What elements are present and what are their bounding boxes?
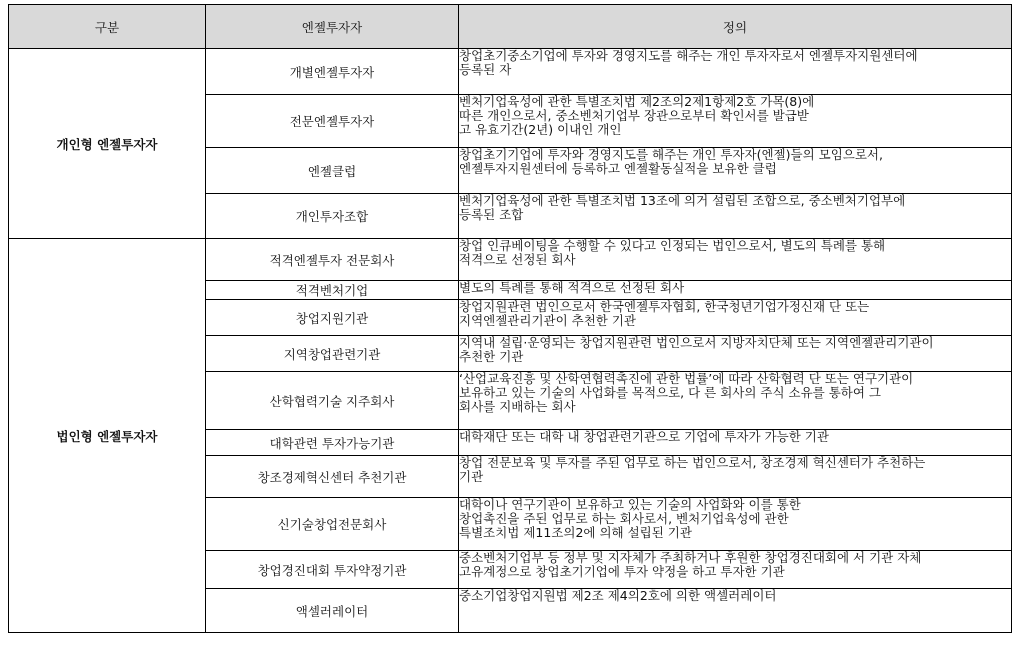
investor-type-name: 개별엔젤투자자	[206, 49, 459, 95]
definition-line: 중소기업창업지원법 제2조 제4의2호에 의한 액셀러레이터	[459, 588, 777, 603]
header-definition: 정의	[459, 5, 1012, 49]
definition-line: 벤처기업육성에 관한 특별조치법 제2조의2제1항제2호 가목(8)에	[459, 94, 815, 109]
investor-type-name: 산학협력기술 지주회사	[206, 372, 459, 430]
definition-line: 대학이나 연구기관이 보유하고 있는 기술의 사업화와 이를 통한	[459, 497, 801, 512]
investor-definition	[459, 239, 1012, 281]
definition-line: 창업 전문보육 및 투자를 주된 업무로 하는 법인으로서, 창조경제 혁신센터가 추천하는	[459, 455, 926, 470]
group-label: 법인형 엔젤투자자	[9, 239, 206, 633]
angel-investor-table	[8, 4, 1012, 633]
investor-type-name: 대학관련 투자가능기관	[206, 430, 459, 456]
investor-type-name: 창업지원기관	[206, 300, 459, 336]
investor-definition	[459, 456, 1012, 498]
definition-line: 창업초기중소기업에 투자와 경영지도를 해주는 개인 투자자로서 엔젤투자지원센터에	[459, 48, 918, 63]
table-row	[9, 49, 1012, 95]
definition-line: 엔젤투자지원센터에 등록하고 엔젤활동실적을 보유한 클럽	[459, 161, 777, 176]
definition-line: 지역엔젤관리기관이 추천한 기관	[459, 313, 636, 328]
header-angel-investor: 엔젤투자자	[206, 5, 459, 49]
investor-type-name: 전문엔젤투자자	[206, 95, 459, 148]
definition-line: 등록된 조합	[459, 207, 524, 222]
definition-line: 기관	[459, 469, 484, 484]
investor-type-name: 적격엔젤투자 전문회사	[206, 239, 459, 281]
investor-definition	[459, 551, 1012, 589]
investor-definition	[459, 148, 1012, 194]
definition-line: ‘산업교육진흥 및 산학연협력촉진에 관한 법률’에 따라 산학협력 단 또는 연구기관이	[459, 371, 914, 386]
definition-line: 창업초기기업에 투자와 경영지도를 해주는 개인 투자자(엔젤)들의 모임으로서,	[459, 147, 883, 162]
definition-line: 벤처기업육성에 관한 특별조치법 13조에 의거 설립된 조합으로, 중소벤처기업부에	[459, 193, 906, 208]
investor-type-name: 액셀러레이터	[206, 589, 459, 633]
investor-definition	[459, 430, 1012, 456]
definition-line: 창업 인큐베이팅을 수행할 수 있다고 인정되는 법인으로서, 별도의 특례를 통해	[459, 238, 886, 253]
investor-type-name: 신기술창업전문회사	[206, 498, 459, 551]
investor-type-name: 창업경진대회 투자약정기관	[206, 551, 459, 589]
investor-definition	[459, 498, 1012, 551]
table-header-row	[9, 5, 1012, 49]
definition-line: 추천한 기관	[459, 349, 524, 364]
investor-definition	[459, 336, 1012, 372]
investor-type-name: 엔젤클럽	[206, 148, 459, 194]
investor-definition	[459, 589, 1012, 633]
definition-line: 중소벤처기업부 등 정부 및 지자체가 주최하거나 후원한 창업경진대회에 서 기관 자체	[459, 550, 922, 565]
table-row	[9, 239, 1012, 281]
definition-line: 등록된 자	[459, 62, 512, 77]
table-body	[9, 49, 1012, 633]
investor-type-name: 개인투자조합	[206, 194, 459, 239]
group-label: 개인형 엔젤투자자	[9, 49, 206, 239]
investor-definition	[459, 281, 1012, 300]
definition-line: 별도의 특례를 통해 적격으로 선정된 회사	[459, 280, 685, 295]
definition-line: 대학재단 또는 대학 내 창업관련기관으로 기업에 투자가 가능한 기관	[459, 429, 829, 444]
definition-line: 창업지원관련 법인으로서 한국엔젤투자협회, 한국청년기업가정신재 단 또는	[459, 299, 870, 314]
definition-line: 고유계정으로 창업초기기업에 투자 약정을 하고 투자한 기관	[459, 564, 785, 579]
definition-line: 특별조치법 제11조의2에 의해 설립된 기관	[459, 525, 692, 540]
definition-line: 지역내 설립·운영되는 창업지원관련 법인으로서 지방자치단체 또는 지역엔젤관리기관이	[459, 335, 934, 350]
investor-definition	[459, 95, 1012, 148]
investor-definition	[459, 49, 1012, 95]
investor-type-name: 창조경제혁신센터 추천기관	[206, 456, 459, 498]
investor-type-name: 지역창업관련기관	[206, 336, 459, 372]
header-category: 구분	[9, 5, 206, 49]
investor-definition	[459, 194, 1012, 239]
investor-definition	[459, 372, 1012, 430]
definition-line: 따른 개인으로서, 중소벤처기업부 장관으로부터 확인서를 발급받	[459, 108, 809, 123]
investor-type-name: 적격벤처기업	[206, 281, 459, 300]
definition-line: 보유하고 있는 기술의 사업화를 목적으로, 다 른 회사의 주식 소유를 통하여 그	[459, 385, 882, 400]
definition-line: 창업촉진을 주된 업무로 하는 회사로서, 벤처기업육성에 관한	[459, 511, 789, 526]
investor-definition	[459, 300, 1012, 336]
definition-line: 고 유효기간(2년) 이내인 개인	[459, 122, 622, 137]
definition-line: 적격으로 선정된 회사	[459, 252, 576, 267]
definition-line: 회사를 지배하는 회사	[459, 399, 576, 414]
